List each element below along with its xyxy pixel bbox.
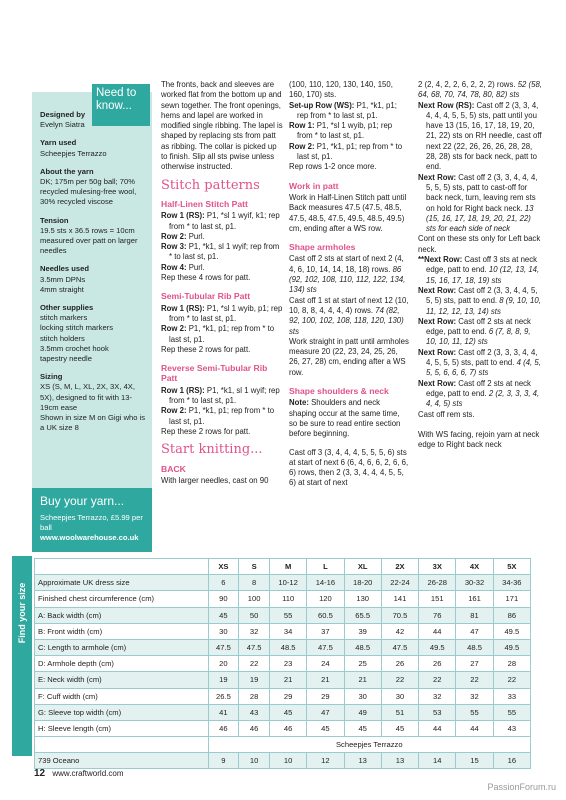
table-row-label: H: Sleeve length (cm) — [35, 720, 209, 736]
table-cell: 12 — [307, 753, 344, 769]
table-cell: 46 — [269, 720, 306, 736]
table-cell: 30 — [208, 623, 239, 639]
row-text: Purl. — [188, 231, 205, 241]
table-row — [35, 623, 531, 639]
table-cell: 28 — [239, 688, 270, 704]
row-text: P1, *k1, sl 1 wyif; rep from * to last st, p1. — [169, 385, 280, 406]
instruction-row — [289, 142, 409, 163]
table-cell: 14-16 — [307, 575, 344, 591]
armhole-step: Cast off 1 st at start of next 12 (10, 10, 8, 8, 4, 4, 4, 4) rows. — [289, 295, 409, 315]
supply-item: tapestry needle — [40, 354, 92, 364]
row-label: Next Row: — [418, 378, 457, 388]
table-row — [35, 688, 531, 704]
table-cell: 41 — [208, 704, 239, 720]
table-cell: 16 — [493, 753, 530, 769]
semi-tubular-heading: Semi-Tubular Rib Patt — [161, 291, 251, 302]
row-label: Row 3: — [161, 242, 187, 252]
table-cell: 100 — [239, 591, 270, 607]
note-text — [289, 398, 409, 439]
rows-step: 2 (2, 4, 2, 2, 6, 2, 2, 2) rows. — [418, 80, 516, 89]
tension: 19.5 sts x 36.5 rows = 10cm measured over patt on larger needles — [40, 225, 138, 256]
table-cell: 21 — [344, 672, 381, 688]
table-cell: 45 — [208, 607, 239, 623]
table-cell: 34 — [269, 623, 306, 639]
table-cell: 47 — [456, 623, 493, 639]
table-cell: 30 — [344, 688, 381, 704]
about-yarn: DK; 175m per 50g ball; 70% recycled mulesing-free wool, 30% recycled viscose — [40, 177, 137, 207]
table-row-label: A: Back width (cm) — [35, 607, 209, 623]
table-cell: 48.5 — [269, 639, 306, 655]
table-row — [35, 672, 531, 688]
table-cell: 47.5 — [307, 639, 344, 655]
table-row-label: B: Front width (cm) — [35, 623, 209, 639]
instruction-row — [161, 211, 283, 232]
table-cell: 21 — [269, 672, 306, 688]
table-cell: 120 — [307, 591, 344, 607]
row-label: Next Row: — [418, 172, 457, 182]
table-cell: 44 — [456, 720, 493, 736]
table-cell: 51 — [381, 704, 418, 720]
table-cell: 3X — [419, 559, 456, 575]
table-cell: 70.5 — [381, 607, 418, 623]
need-to-know-content — [40, 110, 150, 433]
table-cell: 10-12 — [269, 575, 306, 591]
column-1 — [161, 80, 283, 486]
table-cell: 44 — [419, 720, 456, 736]
row-label: Row 1 (RS): — [161, 385, 205, 395]
instruction-row — [161, 232, 283, 242]
table-row-label — [35, 559, 209, 575]
table-cell: 24 — [307, 656, 344, 672]
table-cell: 25 — [344, 656, 381, 672]
instruction-row — [161, 324, 283, 345]
instruction-row — [161, 242, 283, 263]
repeat-note: Rep these 4 rows for patt. — [161, 273, 251, 283]
row-label: Row 1 (RS): — [161, 211, 205, 221]
table-cell: 8 — [239, 575, 270, 591]
table-cell: XL — [344, 559, 381, 575]
half-linen-heading: Half-Linen Stitch Patt — [161, 198, 248, 209]
table-cell: 39 — [344, 623, 381, 639]
table-cell: 26-28 — [419, 575, 456, 591]
table-cell: 29 — [307, 688, 344, 704]
table-cell: 55 — [493, 704, 530, 720]
table-cell: 46 — [208, 720, 239, 736]
row-text: Purl. — [188, 262, 205, 272]
intro-text: The fronts, back and sleeves are worked flat from the bottom up and sewn together. The front openings, hems and lapel are worked in modified single ribbing. The lapel is shaped by replacing sts from patt as ribbing. The collar is picked up to finish. Slip all sts pwise unless otherwise instructed. — [161, 80, 283, 172]
buy-yarn-desc — [40, 513, 150, 543]
supply-item: stitch holders — [40, 333, 85, 343]
instruction-row — [161, 304, 283, 325]
row-label: Row 4: — [161, 262, 187, 272]
needles-item: 3.5mm DPNs — [40, 274, 86, 284]
find-your-size-bar — [12, 556, 32, 756]
table-cell: 26 — [381, 656, 418, 672]
note-label: Note: — [289, 398, 309, 408]
table-row-label: G: Sleeve top width (cm) — [35, 704, 209, 720]
instruction-row — [161, 406, 283, 427]
shoulder-text: Cast off 3 (3, 4, 4, 4, 5, 5, 5, 6) sts at start of next 6 (6, 4, 6, 6, 2, 6, 6, 6) rows, then 2 (3, 3, 4, 4, 4, 5, 5, 6) at start of next — [289, 447, 409, 488]
designed-by-label: Designed by — [40, 110, 86, 119]
table-row-label: E: Neck width (cm) — [35, 672, 209, 688]
yarn-header-row — [35, 737, 531, 753]
table-cell: 21 — [307, 672, 344, 688]
table-row — [35, 656, 531, 672]
other-supplies-label: Other supplies — [40, 303, 94, 313]
table-cell: 22 — [381, 672, 418, 688]
table-cell: 32 — [239, 623, 270, 639]
row-text: P1, *k1, p1; rep from * to last st, p1. — [297, 100, 397, 120]
shape-shoulders-heading: Shape shoulders & neck — [289, 386, 389, 397]
row-label: Set-up Row (WS): — [289, 100, 355, 110]
table-cell: 28 — [493, 656, 530, 672]
row-label: Row 2: — [289, 141, 315, 151]
need-to-know-heading: Need to know... — [92, 84, 150, 126]
table-row-label: Approximate UK dress size — [35, 575, 209, 591]
sizing-text: XS (S, M, L, XL, 2X, 3X, 4X, 5X), designed to fit with 13-19cm ease — [40, 382, 135, 412]
table-row — [35, 591, 531, 607]
table-cell: 13 — [344, 753, 381, 769]
yarn-used-label: Yarn used — [40, 138, 77, 148]
table-cell: 65.5 — [344, 607, 381, 623]
table-cell: 48.5 — [344, 639, 381, 655]
armhole-step: Cast off 2 sts at start of next 2 (4, 4, 6, 10, 14, 14, 18, 18) rows. — [289, 254, 404, 274]
back-heading: BACK — [161, 463, 186, 474]
repeat-note: Rep these 2 rows for patt. — [161, 426, 251, 436]
table-cell: 10 — [239, 753, 270, 769]
instruction-row — [418, 173, 542, 235]
table-cell: 5X — [493, 559, 530, 575]
armhole-text — [289, 254, 409, 295]
table-cell: 29 — [269, 688, 306, 704]
table-cell: 22 — [419, 672, 456, 688]
yarn-header: Scheepjes Terrazzo — [208, 737, 530, 753]
table-cell: 45 — [381, 720, 418, 736]
row-label: Next Row (RS): — [418, 100, 475, 110]
needles-item: 4mm straight — [40, 284, 84, 294]
table-cell: 45 — [269, 704, 306, 720]
table-cell: 171 — [493, 591, 530, 607]
table-row-label: C: Length to armhole (cm) — [35, 639, 209, 655]
table-cell: 110 — [269, 591, 306, 607]
instruction-row — [289, 121, 409, 142]
buy-yarn-title: Buy your yarn... — [40, 494, 125, 508]
table-cell: 43 — [493, 720, 530, 736]
table-cell: S — [239, 559, 270, 575]
tension-label: Tension — [40, 215, 69, 225]
table-cell: 30-32 — [456, 575, 493, 591]
buy-yarn-link[interactable]: www.woolwarehouse.co.uk — [40, 533, 139, 542]
row-label: Next Row: — [418, 347, 457, 357]
row-text: P1, *sl 1 wyib, p1; rep from * to last st, p1. — [169, 303, 283, 323]
rows-text — [418, 80, 542, 101]
table-cell: 19 — [239, 672, 270, 688]
table-cell: 90 — [208, 591, 239, 607]
stitch-count: 8 (9, 10, 10, 11, 12, 12, 13, 14) sts — [426, 296, 541, 316]
stitch-count: 10 (12, 13, 14, 15, 16, 17, 18, 19) sts — [426, 265, 540, 285]
table-row — [35, 575, 531, 591]
note-body: Shoulders and neck shaping occur at the same time, so be sure to read entire section before beginning. — [289, 398, 401, 439]
armhole-text: Work straight in patt until armholes measure 20 (22, 23, 24, 25, 26, 26, 27, 28) cm, ending after a WS row. — [289, 336, 409, 377]
buy-yarn-price: Scheepjes Terrazzo, £5.99 per ball — [40, 513, 143, 532]
work-in-patt-heading: Work in patt — [289, 180, 339, 191]
column-2 — [289, 80, 409, 489]
instruction-row — [418, 317, 542, 348]
supply-item: stitch markers — [40, 313, 88, 323]
need-to-know-panel — [32, 92, 152, 500]
reverse-semi-tubular-heading: Reverse Semi-Tubular Rib Patt — [161, 363, 268, 384]
repeat-note: Rep these 2 rows for patt. — [161, 344, 251, 354]
table-cell: 37 — [307, 623, 344, 639]
table-cell: 23 — [269, 656, 306, 672]
row-text: Cast off 2 (3, 3, 4, 4, 4, 4, 5, 5, 5) sts, patt until you have 13 (15, 16, 17, 18, 19, 20, 21, 22) sts on RH needle, cast off next 22 (22, 26, 26, 26, 28, 28, 28, 28) sts for back neck, patt to end. — [426, 100, 542, 172]
table-cell: 151 — [419, 591, 456, 607]
table-cell: 48.5 — [456, 639, 493, 655]
instruction-row — [161, 263, 283, 273]
row-label: Row 2: — [161, 324, 187, 334]
table-cell: 22 — [456, 672, 493, 688]
row-text: Cast off 3 sts at neck edge, patt to end. — [426, 255, 538, 275]
table-cell: 42 — [381, 623, 418, 639]
designed-by: Evelyn Siatra — [40, 120, 85, 130]
ws-text: With WS facing, rejoin yarn at neck edge to Right back neck — [418, 429, 540, 450]
table-cell: 55 — [269, 607, 306, 623]
row-text: Cast off 2 (3, 3, 4, 4, 5, 5, 5) sts, patt to end. — [426, 285, 538, 306]
table-cell: 22-24 — [381, 575, 418, 591]
table-cell: 45 — [307, 720, 344, 736]
table-cell: 47.5 — [381, 639, 418, 655]
table-cell: XS — [208, 559, 239, 575]
table-cell: 60.5 — [307, 607, 344, 623]
page-footer — [34, 768, 123, 779]
sizing-text: Shown in size M on Gigi who is a UK size 8 — [40, 413, 146, 433]
table-cell: 32 — [456, 688, 493, 704]
start-knitting-heading: Start knitting... — [161, 442, 263, 458]
table-row — [35, 720, 531, 736]
table-cell: 14 — [419, 753, 456, 769]
supply-item: locking stitch markers — [40, 323, 114, 333]
stitch-count: 86 (92, 102, 108, 110, 112, 122, 134, 134) sts — [289, 264, 406, 295]
table-cell: 9 — [208, 753, 239, 769]
sizing-label: Sizing — [40, 372, 63, 382]
table-row-label: D: Armhole depth (cm) — [35, 656, 209, 672]
table-cell: 53 — [419, 704, 456, 720]
table-cell: 22 — [493, 672, 530, 688]
table-row-label: 739 Oceano — [35, 753, 209, 769]
cast-on-cont: (100, 110, 120, 130, 140, 150, 160, 170) sts. — [289, 80, 393, 100]
row-label: Row 2: — [161, 406, 187, 416]
stitch-count: 6 (7, 8, 8, 9, 10, 10, 11, 12) sts — [426, 327, 531, 347]
table-cell: 47.5 — [208, 639, 239, 655]
table-cell: 26.5 — [208, 688, 239, 704]
yarn-row — [35, 753, 531, 769]
stitch-patterns-heading: Stitch patterns — [161, 177, 260, 193]
table-cell: 13 — [381, 753, 418, 769]
table-cell: 20 — [208, 656, 239, 672]
table-cell: L — [307, 559, 344, 575]
table-row-label: F: Cuff width (cm) — [35, 688, 209, 704]
row-text: Cast off 2 sts at neck edge, patt to end. — [426, 378, 531, 398]
table-cell: 19 — [208, 672, 239, 688]
shape-armholes-heading: Shape armholes — [289, 242, 356, 253]
stitch-count: 13 (15, 16, 17, 18, 19, 20, 21, 22) sts for each side of neck — [426, 203, 534, 234]
row-text: Cast off 2 (3, 3, 3, 4, 4, 4, 5, 5, 5) sts, patt to end. — [426, 347, 538, 368]
site-url: www.craftworld.com — [52, 769, 124, 778]
table-cell — [35, 737, 209, 753]
stitch-count: 52 (58, 64, 68, 70, 74, 78, 80, 82) sts — [418, 80, 542, 100]
table-cell: 47.5 — [239, 639, 270, 655]
table-cell: 50 — [239, 607, 270, 623]
instruction-row — [418, 101, 542, 173]
repeat-note: Rep rows 1-2 once more. — [289, 162, 377, 172]
row-label: Next Row: — [418, 285, 457, 295]
table-cell: 4X — [456, 559, 493, 575]
supply-item: 3.5mm crochet hook — [40, 343, 109, 353]
table-cell: 6 — [208, 575, 239, 591]
row-text: P1, *k1, p1; rep from * to last st, p1. — [169, 406, 275, 426]
row-label: Row 2: — [161, 231, 187, 241]
instruction-row — [418, 255, 542, 286]
armhole-text — [289, 296, 409, 337]
instruction-row — [161, 386, 283, 407]
row-text: Cast off 2 sts at neck edge, patt to end. — [426, 316, 531, 337]
table-cell: 43 — [239, 704, 270, 720]
table-cell: 86 — [493, 607, 530, 623]
table-cell: 22 — [239, 656, 270, 672]
row-text: P1, *sl 1 wyif, k1; rep from * to last st, p1. — [169, 211, 280, 231]
table-cell: 49.5 — [419, 639, 456, 655]
table-cell: 45 — [344, 720, 381, 736]
needles-label: Needles used — [40, 264, 89, 274]
table-cell: 15 — [456, 753, 493, 769]
table-header-row — [35, 559, 531, 575]
table-cell: 49.5 — [493, 639, 530, 655]
instruction-row — [418, 348, 542, 379]
table-cell: 76 — [419, 607, 456, 623]
yarn-used: Scheepjes Terrazzo — [40, 148, 107, 158]
work-in-patt-text: Work in Half-Linen Stitch patt until Back measures 47.5 (47.5, 48.5, 47.5, 48.5, 47.5, 49.5, 48.5, 49.5) cm, ending after a WS row. — [289, 192, 407, 233]
row-text: P1, *k1, p1; rep from * to last st, p1. — [169, 324, 275, 344]
table-cell: 33 — [493, 688, 530, 704]
table-cell: 18-20 — [344, 575, 381, 591]
buy-yarn-box — [32, 488, 152, 552]
table-row-label: Finished chest circumference (cm) — [35, 591, 209, 607]
cast-off-text: Cast off rem sts. — [418, 409, 475, 419]
row-label: **Next Row: — [418, 255, 463, 265]
table-cell: 44 — [419, 623, 456, 639]
table-cell: 81 — [456, 607, 493, 623]
instruction-row — [418, 379, 542, 410]
table-cell: 47 — [307, 704, 344, 720]
row-text: P1, *k1, sl 1 wyif; rep from * to last st, p1. — [169, 242, 280, 262]
table-cell: 161 — [456, 591, 493, 607]
row-label: Next Row: — [418, 316, 457, 326]
table-cell: 141 — [381, 591, 418, 607]
table-cell: 26 — [419, 656, 456, 672]
cont-text: Cont on these sts only for Left back neck. — [418, 234, 541, 254]
table-cell: 27 — [456, 656, 493, 672]
row-text: Cast off 2 (3, 3, 4, 4, 4, 5, 5, 5) sts, patt to cast-off for back neck, turn, leaving rem sts on hold for Right back neck. — [426, 172, 538, 213]
row-label: Row 1 (RS): — [161, 303, 205, 313]
stitch-count: 4 (4, 5, 5, 5, 6, 6, 6, 7) sts — [426, 358, 541, 378]
table-cell: 2X — [381, 559, 418, 575]
table-row — [35, 639, 531, 655]
table-cell: 32 — [419, 688, 456, 704]
find-your-size-label: Find your size — [17, 582, 27, 644]
stitch-count: 74 (82, 92, 100, 102, 108, 118, 120, 130) sts — [289, 305, 404, 336]
watermark: PassionForum.ru — [487, 782, 556, 792]
table-cell: 49 — [344, 704, 381, 720]
table-cell: 55 — [456, 704, 493, 720]
page-number: 12 — [34, 768, 46, 779]
table-cell: 10 — [269, 753, 306, 769]
table-row — [35, 704, 531, 720]
table-cell: 46 — [239, 720, 270, 736]
row-label: Row 1: — [289, 121, 315, 131]
table-row — [35, 607, 531, 623]
stitch-count: 2 (2, 3, 3, 3, 4, 4, 4, 5) sts — [426, 388, 540, 409]
table-cell: 34-36 — [493, 575, 530, 591]
row-text: P1, *sl 1 wyib, p1; rep from * to last st, p1. — [297, 121, 393, 141]
table-cell: M — [269, 559, 306, 575]
size-table — [34, 558, 531, 769]
instruction-row — [289, 101, 409, 122]
back-text: With larger needles, cast on 90 — [161, 475, 269, 485]
table-cell: 130 — [344, 591, 381, 607]
row-text: P1, *k1, p1; rep from * to last st, p1. — [297, 141, 403, 162]
about-yarn-label: About the yarn — [40, 166, 94, 176]
column-3 — [418, 80, 542, 450]
instruction-row — [418, 286, 542, 317]
table-cell: 30 — [381, 688, 418, 704]
table-cell: 49.5 — [493, 623, 530, 639]
